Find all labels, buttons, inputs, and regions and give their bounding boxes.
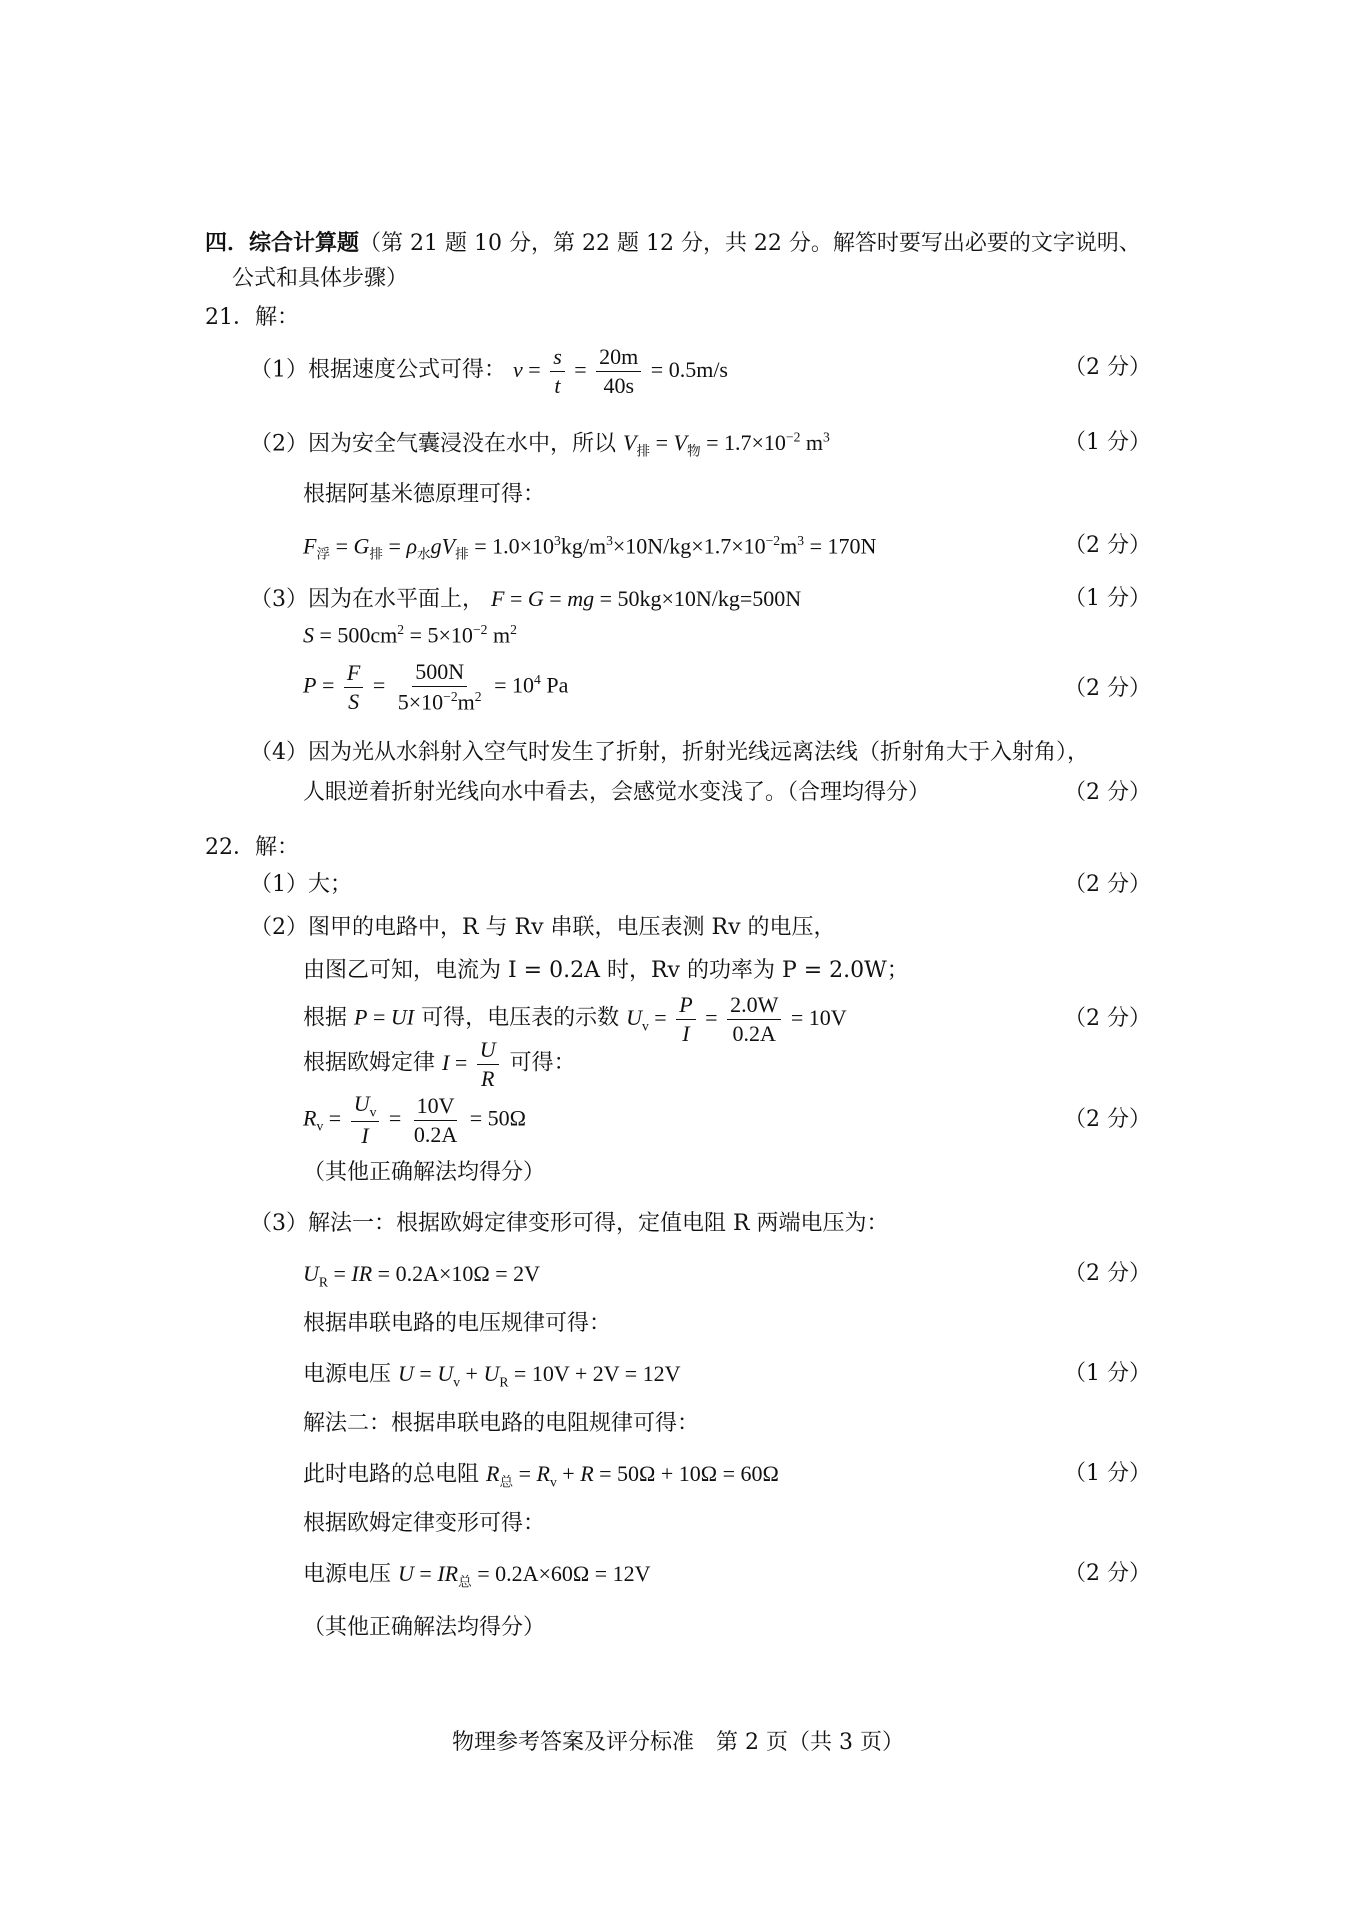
q22-part3-line5: 解法二：根据串联电路的电阻规律可得： bbox=[303, 1411, 700, 1436]
q21-header: 21．解： bbox=[205, 305, 299, 330]
q21-part3 bbox=[250, 586, 801, 613]
q21-part4-points: （2 分） bbox=[1064, 780, 1151, 805]
q22-part2-points3: （2 分） bbox=[1064, 1006, 1151, 1031]
q21-part3-formula2: $S = 500cm^2 = 5\times 10^{-2}$ $m^2$ bbox=[303, 622, 517, 648]
q22-part2-line3: 根据 P = UI 可得，电压表的示数 $U_v$ = $\frac{P}{I}$ = $\frac{2.0W}{0.2A}$ = 10V bbox=[303, 992, 847, 1047]
q21-part3-points: （1 分） bbox=[1064, 586, 1151, 611]
section-header bbox=[205, 230, 1141, 257]
q22-part3-line6: 此时电路的总电阻 $R_总 = R_v + R = 50\Omega + 10\Omega = 60\Omega$ bbox=[303, 1461, 779, 1490]
q21-part2-formula: $V_排 = V_物 = 1.7\times 10^{-2}$ $m^3$ bbox=[623, 430, 830, 459]
q21-part2-line2: 根据阿基米德原理可得： bbox=[303, 482, 546, 507]
q22-part3-line4: 电源电压 $U = U_v + U_R = 10V + 2V = 12V$ bbox=[303, 1361, 681, 1390]
q22-part3-points6: （1 分） bbox=[1064, 1461, 1151, 1486]
q22-part2-points5: （2 分） bbox=[1064, 1107, 1151, 1132]
q22-part1: （1）大； bbox=[250, 872, 352, 897]
q22-header: 22．解： bbox=[205, 835, 299, 860]
section-note-line2: 公式和具体步骤） bbox=[232, 266, 409, 291]
q22-part2-line4: 根据欧姆定律 I = $\frac{U}{R}$ 可得： bbox=[303, 1037, 576, 1092]
page-footer: 物理参考答案及评分标准 第 2 页（共 3 页） bbox=[452, 1730, 904, 1755]
q22-part3-note: （其他正确解法均得分） bbox=[303, 1615, 546, 1640]
q21-part4-line2: 人眼逆着折射光线向水中看去，会感觉水变浅了。（合理均得分） bbox=[303, 780, 931, 805]
q21-part1-formula: v = $\frac{s}{t}$ = $\frac{20m}{40s}$ = 0.5m/s bbox=[513, 344, 728, 399]
q21-part2-points: （1 分） bbox=[1064, 430, 1151, 455]
q21-part2-points2: （2 分） bbox=[1064, 533, 1151, 558]
q22-part3-line7: 根据欧姆定律变形可得： bbox=[303, 1511, 546, 1536]
section-title: 四．综合计算题 bbox=[205, 230, 360, 256]
section-note: （第 21 题 10 分，第 22 题 12 分，共 22 分。解答时要写出必要的文字说明、 bbox=[359, 231, 1141, 256]
q22-part3-line2: $U_R$ = IR = 0.2A×10Ω = 2V bbox=[303, 1261, 541, 1290]
q21-part3-points3: （2 分） bbox=[1064, 676, 1151, 701]
q22-part3-points8: （2 分） bbox=[1064, 1561, 1151, 1586]
q22-part2-line1: （2）图甲的电路中，R 与 Rv 串联，电压表测 Rv 的电压， bbox=[250, 915, 836, 940]
q21-part3-formula3: P = $\frac{F}{S}$ = $\frac{500N}{5\times 10^{-2}m^2}$ = $10^4$ Pa bbox=[303, 659, 569, 715]
q21-part4-line1: （4）因为光从水斜射入空气时发生了折射，折射光线远离法线（折射角大于入射角）， bbox=[250, 740, 1089, 765]
q22-part3-points2: （2 分） bbox=[1064, 1261, 1151, 1286]
q21-part2-formula2: $F_浮 = G_排 = \rho_水gV_排 = 1.0\times 10^3kg/m^3\times 10N/kg\times 1.7\times 10^{-2}m^3 = 170N$ bbox=[303, 533, 877, 562]
q21-part3-formula: F = G = mg = 50kg×10N/kg=500N bbox=[491, 586, 802, 611]
q22-part3-points4: （1 分） bbox=[1064, 1361, 1151, 1386]
q21-part1-points: （2 分） bbox=[1064, 355, 1151, 380]
q22-part3-line3: 根据串联电路的电压规律可得： bbox=[303, 1311, 612, 1336]
q22-part3-line1: （3）解法一：根据欧姆定律变形可得，定值电阻 R 两端电压为： bbox=[250, 1211, 889, 1236]
q22-part1-points: （2 分） bbox=[1064, 872, 1151, 897]
q21-part1 bbox=[250, 345, 728, 398]
q22-part2-line2: 由图乙可知，电流为 I = 0.2A 时，Rv 的功率为 P = 2.0W； bbox=[303, 958, 909, 983]
q21-part2 bbox=[250, 430, 830, 460]
q22-part3-line8: 电源电压 $U = IR_总 = 0.2A\times 60\Omega = 12V$ bbox=[303, 1561, 651, 1590]
q21-part3-text: （3）因为在水平面上， bbox=[250, 587, 484, 612]
q21-part1-text: （1）根据速度公式可得： bbox=[250, 357, 506, 383]
q22-part2-line5: $R_v$ = $\frac{U_v}{I}$ = $\frac{10V}{0.2A}$ = 50Ω bbox=[303, 1091, 526, 1149]
q22-part2-note: （其他正确解法均得分） bbox=[303, 1160, 546, 1185]
q21-part2-text: （2）因为安全气囊浸没在水中，所以 bbox=[250, 431, 616, 457]
